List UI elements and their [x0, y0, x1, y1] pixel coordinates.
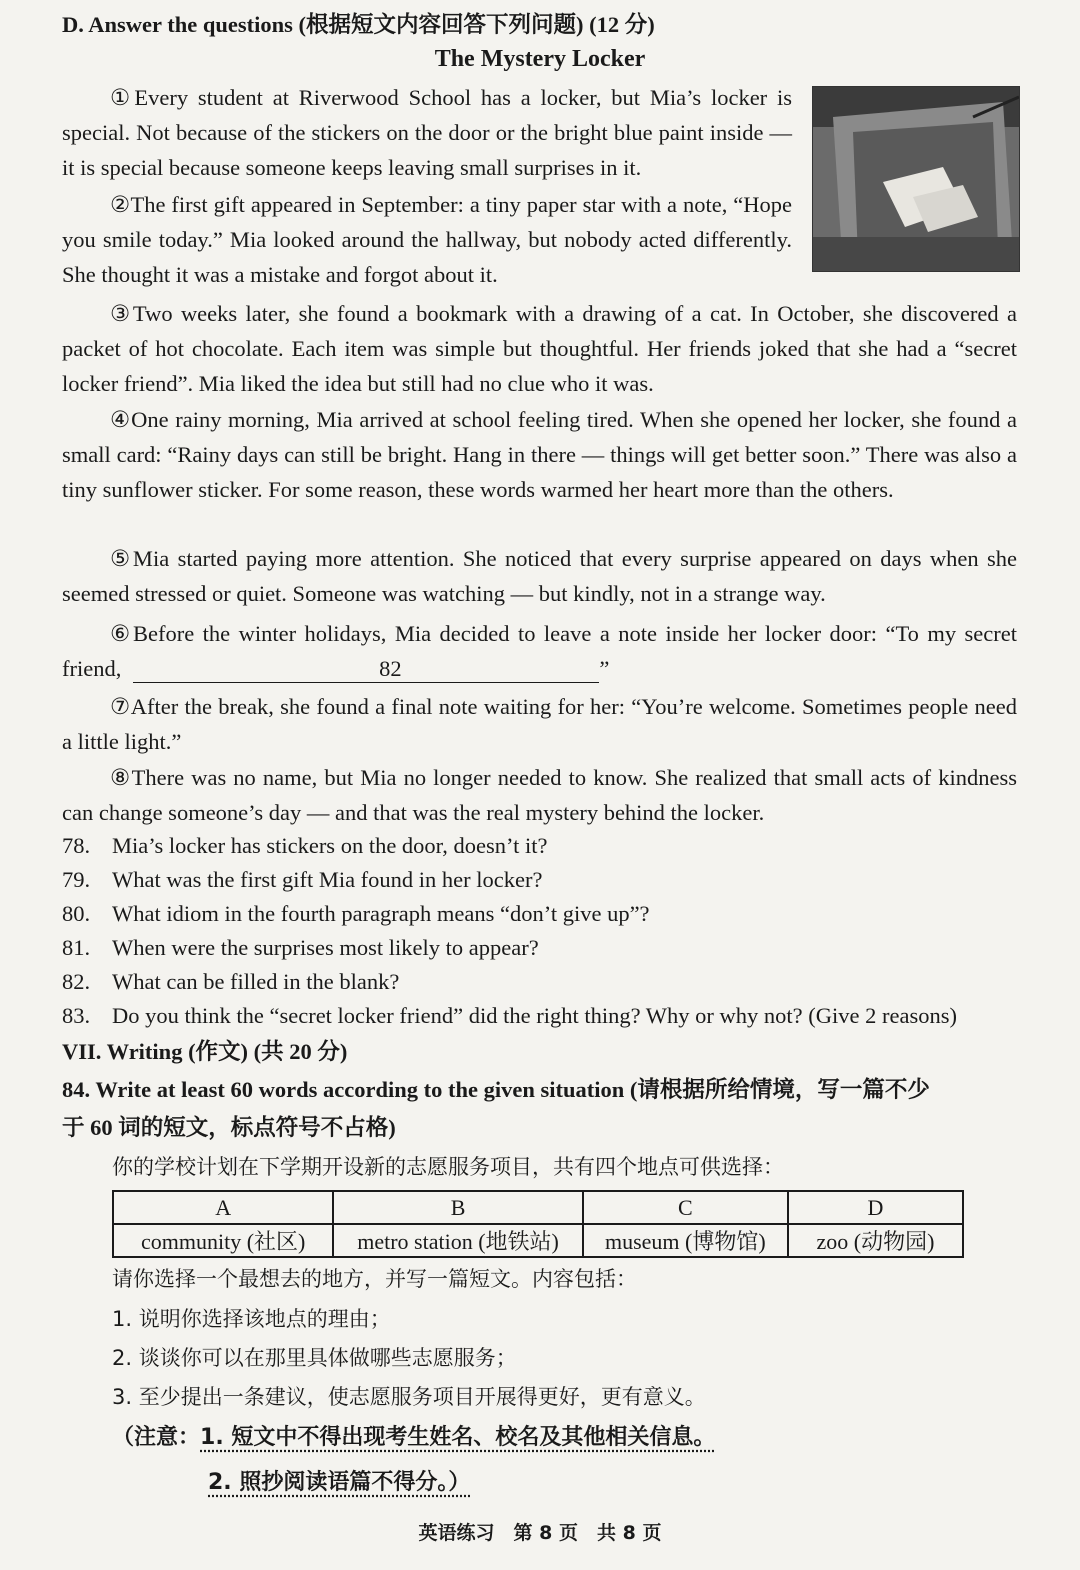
page-footer: 英语练习 第 8 页 共 8 页	[418, 1522, 662, 1544]
paragraph-1: ①Every student at Riverwood School has a locker, but Mia’s locker is special. Not because of the stickers on the door or the bright blue paint inside — it is special because someone keeps leaving small surprises in it.	[62, 85, 792, 180]
location-cell: metro station (地铁站)	[333, 1224, 582, 1257]
question-text: What can be filled in the blank?	[112, 969, 400, 994]
location-cell: community (社区)	[113, 1224, 333, 1257]
question-text: When were the surprises most likely to appear?	[112, 935, 539, 960]
answer-blank-82: 82	[133, 656, 599, 683]
location-header: C	[583, 1191, 788, 1224]
writing-note-2	[208, 1465, 470, 1496]
question-number: 80.	[62, 901, 91, 926]
writing-point-2: 2. 谈谈你可以在那里具体做哪些志愿服务；	[112, 1346, 517, 1370]
location-cell: zoo (动物园)	[788, 1224, 963, 1257]
note-label: （注意：	[112, 1425, 201, 1450]
locker-photo-illustration	[813, 87, 1019, 271]
question-78	[62, 829, 547, 863]
paragraph-5: ⑤Mia started paying more attention. She noticed that every surprise appeared on days when she seemed stressed or quiet. Someone was watching — but kindly, not in a strange way.	[62, 546, 1017, 606]
writing-task-line-1: 84. Write at least 60 words according to the given situation (请根据所给情境，写一篇不少	[62, 1077, 930, 1102]
question-text: What was the first gift Mia found in her locker?	[112, 867, 543, 892]
location-table-header-row	[113, 1191, 963, 1224]
writing-intro: 你的学校计划在下学期开设新的志愿服务项目，共有四个地点可供选择：	[112, 1155, 784, 1179]
writing-point-3: 3. 至少提出一条建议，使志愿服务项目开展得更好，更有意义。	[112, 1385, 706, 1409]
paragraph-6	[62, 616, 1017, 686]
paragraph-3: ③Two weeks later, she found a bookmark with a drawing of a cat. In October, she discovered a packet of hot chocolate. Each item was simple but thoughtful. Her friends joked that she had a “secret locker friend”. Mia liked the idea but still had no clue who it was.	[62, 301, 1017, 396]
writing-task-line-2: 于 60 词的短文，标点符号不占格)	[62, 1115, 396, 1140]
question-text: Do you think the “secret locker friend” did the right thing? Why or why not? (Give 2 reasons)	[112, 1003, 957, 1028]
locker-photo	[812, 86, 1020, 272]
note-text-2: 2. 照抄阅读语篇不得分。）	[208, 1470, 471, 1495]
writing-note-1	[112, 1420, 715, 1451]
location-header: D	[788, 1191, 963, 1224]
location-table-row	[113, 1224, 963, 1257]
question-82	[62, 965, 399, 999]
location-header: B	[333, 1191, 582, 1224]
location-header: A	[113, 1191, 333, 1224]
question-81	[62, 931, 539, 965]
writing-point-1: 1. 说明你选择该地点的理由；	[112, 1307, 391, 1331]
paragraph-8: ⑧There was no name, but Mia no longer needed to know. She realized that small acts of kindness can change someone’s day — and that was the real mystery behind the locker.	[62, 765, 1017, 825]
question-83	[62, 999, 957, 1033]
question-number: 79.	[62, 867, 91, 892]
question-79	[62, 863, 543, 897]
note-text-1: 1. 短文中不得出现考生姓名、校名及其他相关信息。	[200, 1425, 716, 1450]
question-80	[62, 897, 650, 931]
blank-close-quote: ”	[599, 656, 610, 681]
location-table	[112, 1190, 964, 1258]
paragraph-7: ⑦After the break, she found a final note waiting for her: “You’re welcome. Sometimes people need a little light.”	[62, 694, 1017, 754]
paragraph-4: ④One rainy morning, Mia arrived at school feeling tired. When she opened her locker, she found a small card: “Rainy days can still be bright. Hang in there — things will get better soon.” There was also a tiny sunflower sticker. For some reason, these words warmed her heart more than the others.	[62, 407, 1017, 502]
question-text: What idiom in the fourth paragraph means “don’t give up”?	[112, 901, 650, 926]
location-cell: museum (博物馆)	[583, 1224, 788, 1257]
question-number: 81.	[62, 935, 91, 960]
writing-instruction: 请你选择一个最想去的地方，并写一篇短文。内容包括：	[112, 1267, 637, 1291]
question-number: 78.	[62, 833, 91, 858]
section-d-heading: D. Answer the questions (根据短文内容回答下列问题) (12 分)	[62, 12, 655, 37]
question-number: 83.	[62, 1003, 91, 1028]
paragraph-2: ②The first gift appeared in September: a tiny paper star with a note, “Hope you smile today.” Mia looked around the hallway, but nobody acted differently. She thought it was a mistake and forgot about it.	[62, 192, 792, 287]
question-text: Mia’s locker has stickers on the door, doesn’t it?	[112, 833, 548, 858]
passage-title: The Mystery Locker	[434, 46, 646, 72]
writing-heading: VII. Writing (作文) (共 20 分)	[62, 1039, 348, 1064]
paragraph-6-text: ⑥Before the winter holidays, Mia decided to leave a note inside her locker door: “To my secret friend,	[62, 621, 1017, 681]
question-number: 82.	[62, 969, 91, 994]
